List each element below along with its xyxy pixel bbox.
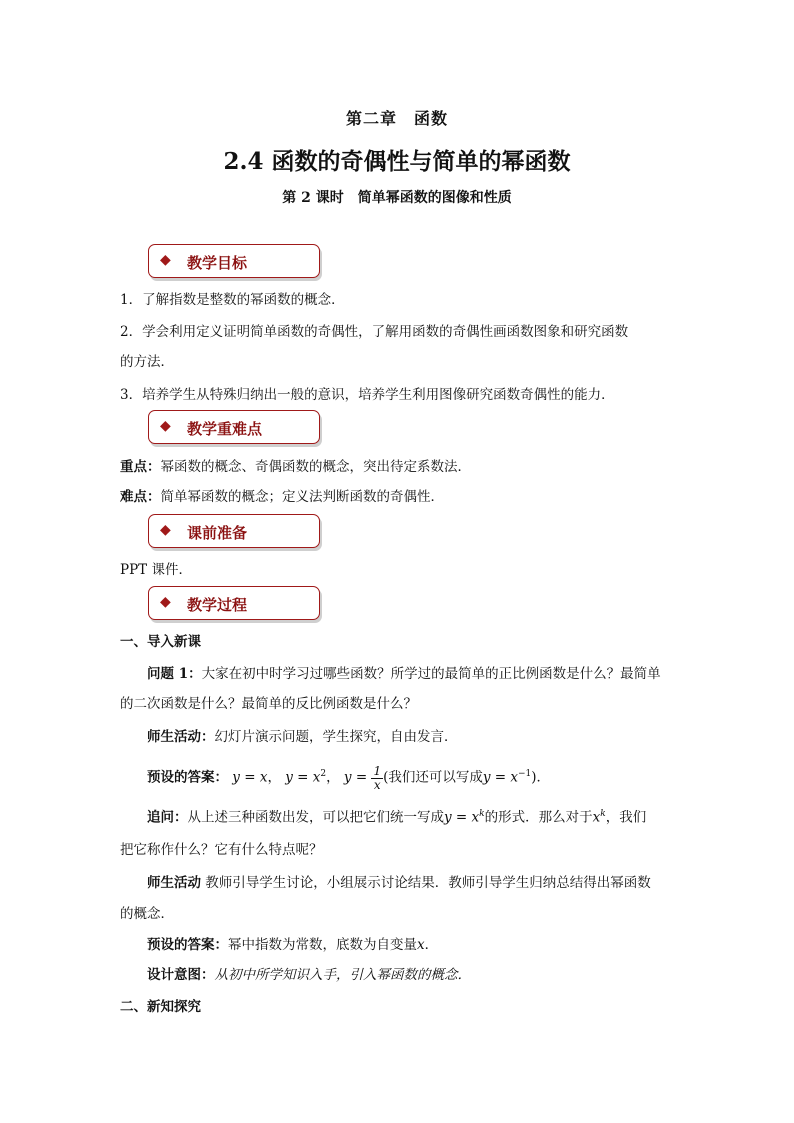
answer-2-end: ．	[424, 937, 439, 953]
activity-1-label: 师生活动：	[147, 729, 215, 745]
section-box-prep	[148, 514, 320, 548]
design-intent-label: 设计意图：	[147, 967, 215, 983]
answer-1-fraction	[371, 765, 383, 792]
answer-1-eq2: y = x	[285, 769, 321, 786]
answer-2-var: x	[417, 937, 425, 953]
followup-eq-exp: k	[479, 809, 485, 819]
goal-item-2-line-1: 2．学会利用定义证明简单函数的奇偶性，了解用函数的奇偶性画函数图象和研究函数	[120, 324, 629, 340]
answer-1-end: )．	[531, 769, 551, 786]
answer-1-eq4: y = x	[482, 769, 518, 786]
part1-heading: 一、导入新课	[120, 634, 201, 650]
followup-text-c: ，我们	[605, 809, 647, 826]
followup-eq: y = x	[444, 809, 480, 826]
followup-label: 追问：	[147, 809, 188, 826]
activity-2-label: 师生活动	[147, 875, 201, 891]
fraction-numerator: 1	[373, 763, 382, 778]
difficult-point-text: 简单幂函数的概念；定义法判断函数的奇偶性．	[160, 489, 444, 505]
answer-1-sep-2: ，	[326, 769, 340, 786]
answer-1-eq1: y = x	[232, 769, 268, 786]
answer-1-eq3: y =	[343, 769, 368, 786]
prep-text: PPT 课件．	[120, 562, 192, 578]
followup-eq2-exp: k	[600, 809, 606, 819]
followup-text-b: 的形式．那么对于	[484, 809, 593, 826]
goal-item-2-line-2: 的方法．	[120, 354, 174, 370]
section-label-process: 教学过程	[187, 596, 248, 614]
activity-1-line	[147, 728, 458, 746]
question-1-line-1	[147, 665, 661, 683]
followup-line-2: 把它称作什么？它有什么特点呢？	[120, 842, 323, 858]
lesson-subtitle: 第 2 课时 简单幂函数的图像和性质	[282, 190, 512, 206]
difficult-point-line	[120, 488, 444, 506]
fraction-denominator: x	[373, 777, 381, 792]
activity-2-line-1	[147, 874, 651, 892]
answer-2-label: 预设的答案：	[147, 937, 228, 953]
design-intent-line	[147, 966, 471, 984]
design-intent-text: 从初中所学知识入手，引入幂函数的概念．	[214, 967, 471, 983]
section-box-goals	[148, 244, 320, 278]
activity-1-text: 幻灯片演示问题，学生探究，自由发言．	[214, 729, 458, 745]
answer-2-text: 幂中指数为常数，底数为自变量	[228, 937, 417, 953]
key-point-text: 幂函数的概念、奇偶函数的概念，突出待定系数法．	[160, 459, 471, 475]
answer-1-line	[147, 759, 551, 792]
activity-2-line-2: 的概念．	[120, 906, 174, 922]
part2-heading: 二、新知探究	[120, 999, 201, 1015]
answer-1-note: (我们还可以写成	[383, 769, 483, 786]
key-point-label: 重点：	[120, 459, 161, 475]
diamond-icon: ◆	[160, 252, 171, 268]
diamond-icon: ◆	[160, 594, 171, 610]
answer-1-label: 预设的答案：	[147, 769, 228, 786]
answer-1-eq2-exp: 2	[320, 769, 327, 779]
difficult-point-label: 难点：	[120, 489, 161, 505]
section-box-process	[148, 586, 320, 620]
question-1-label: 问题 1：	[147, 666, 202, 682]
followup-eq2: x	[592, 809, 601, 826]
chapter-heading: 第二章 函数	[345, 109, 448, 128]
section-label-goals: 教学目标	[187, 254, 248, 272]
goal-item-1: 1．了解指数是整数的幂函数的概念．	[120, 292, 345, 308]
diamond-icon: ◆	[160, 418, 171, 434]
question-1-line-2: 的二次函数是什么？最简单的反比例函数是什么？	[120, 696, 417, 712]
answer-2-line	[147, 936, 438, 954]
diamond-icon: ◆	[160, 522, 171, 538]
section-label-key-points: 教学重难点	[187, 420, 263, 438]
key-point-line	[120, 458, 471, 476]
goal-item-3: 3．培养学生从特殊归纳出一般的意识，培养学生利用图像研究函数奇偶性的能力．	[120, 387, 615, 403]
question-1-text-a: 大家在初中时学习过哪些函数？所学过的最简单的正比例函数是什么？最简单	[201, 666, 661, 682]
page-title: 2.4 函数的奇偶性与简单的幂函数	[223, 148, 571, 175]
activity-2-text-a: 教师引导学生讨论，小组展示讨论结果．教师引导学生归纳总结得出幂函数	[201, 875, 651, 891]
followup-line-1	[147, 805, 646, 827]
followup-text-a: 从上述三种函数出发，可以把它们统一写成	[187, 809, 444, 826]
section-label-prep: 课前准备	[187, 524, 248, 542]
section-box-key-points	[148, 410, 320, 444]
answer-1-eq4-exp: −1	[518, 769, 532, 779]
answer-1-sep: ，	[267, 769, 281, 786]
